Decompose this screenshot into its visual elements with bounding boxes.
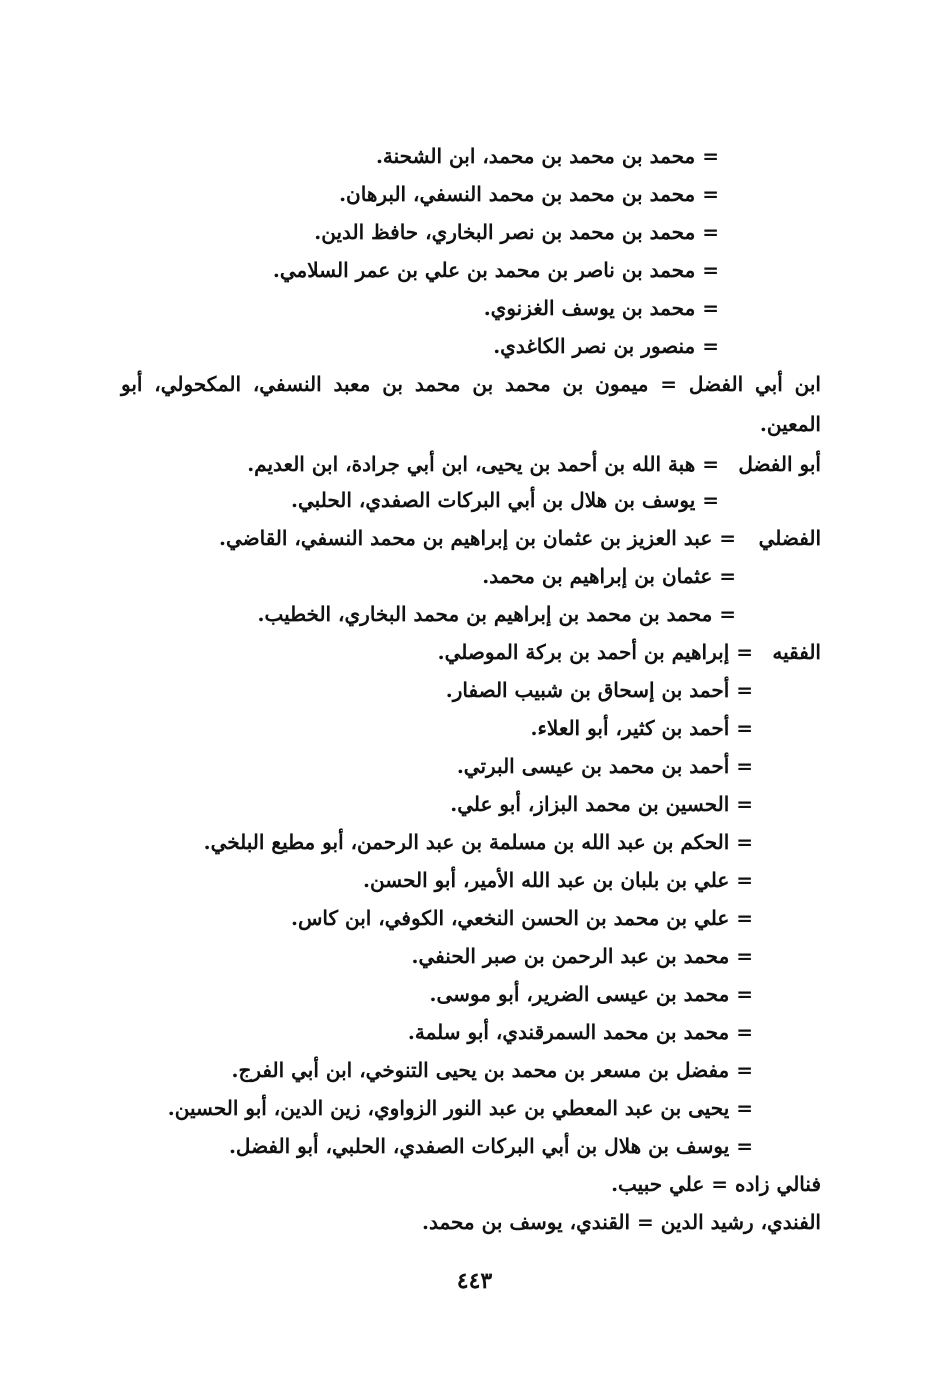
entry-line: = الحكم بن عبد الله بن مسلمة بن عبد الرحمن، أبو مطيع البلخي. xyxy=(203,830,753,854)
entry-heading-line: الفندي، رشيد الدين = القندي، يوسف بن محمد. xyxy=(421,1210,821,1234)
entry-line: = منصور بن نصر الكاغدي. xyxy=(493,334,719,358)
entry-line: = هبة الله بن أحمد بن يحيى، ابن أبي جرادة، ابن العديم. xyxy=(247,452,719,476)
entry-heading-line: ابن أبي الفضل = ميمون بن محمد بن محمد بن معبد النسفي، المكحولي، أبو xyxy=(121,372,821,396)
entry-line: = محمد بن ناصر بن محمد بن علي بن عمر السلامي. xyxy=(272,258,719,282)
entry-heading: أبو الفضل xyxy=(738,452,821,476)
entry-line: = يوسف بن هلال بن أبي البركات الصفدي، الحلبي. xyxy=(291,488,719,512)
entry-line: = يحيى بن عبد المعطي بن عبد النور الزواوي، زين الدين، أبو الحسين. xyxy=(167,1096,753,1120)
entry-continuation-line: المعين. xyxy=(759,412,821,436)
entry-line: = محمد بن محمد بن محمد النسفي، البرهان. xyxy=(339,182,719,206)
entry-heading: الفقيه xyxy=(772,640,821,664)
entry-line: = علي بن بلبان بن عبد الله الأمير، أبو الحسن. xyxy=(363,868,753,892)
entry-line: = عثمان بن إبراهيم بن محمد. xyxy=(482,564,736,588)
entry-heading: الفضلي xyxy=(758,526,821,550)
entry-line: = محمد بن يوسف الغزنوي. xyxy=(483,296,719,320)
entry-line: = عبد العزيز بن عثمان بن إبراهيم بن محمد النسفي، القاضي. xyxy=(218,526,736,550)
entry-line: = أحمد بن كثير، أبو العلاء. xyxy=(530,716,753,740)
entry-line: = يوسف بن هلال بن أبي البركات الصفدي، الحلبي، أبو الفضل. xyxy=(228,1134,753,1158)
entry-heading-line: فنالي زاده = علي حبيب. xyxy=(611,1172,821,1196)
entry-line: = محمد بن محمد السمرقندي، أبو سلمة. xyxy=(407,1020,753,1044)
entry-line: = محمد بن محمد بن نصر البخاري، حافظ الدين. xyxy=(314,220,719,244)
entry-line: = إبراهيم بن أحمد بن بركة الموصلي. xyxy=(437,640,753,664)
entry-line: = محمد بن محمد بن محمد، ابن الشحنة. xyxy=(375,144,719,168)
entry-line: = أحمد بن إسحاق بن شبيب الصفار. xyxy=(445,678,753,702)
entry-line: = محمد بن عبد الرحمن بن صبر الحنفي. xyxy=(411,944,753,968)
entry-line: = مفضل بن مسعر بن محمد بن يحيى التنوخي، ابن أبي الفرج. xyxy=(231,1058,753,1082)
entry-line: = محمد بن عيسى الضرير، أبو موسى. xyxy=(429,982,753,1006)
entry-line: = الحسين بن محمد البزاز، أبو علي. xyxy=(450,792,753,816)
page-number: ٤٤٣ xyxy=(456,1268,493,1294)
entry-line: = علي بن محمد بن الحسن النخعي، الكوفي، ابن كاس. xyxy=(291,906,753,930)
entry-line: = أحمد بن محمد بن عيسى البرتي. xyxy=(456,754,753,778)
entry-line: = محمد بن محمد بن إبراهيم بن محمد البخاري، الخطيب. xyxy=(257,602,736,626)
